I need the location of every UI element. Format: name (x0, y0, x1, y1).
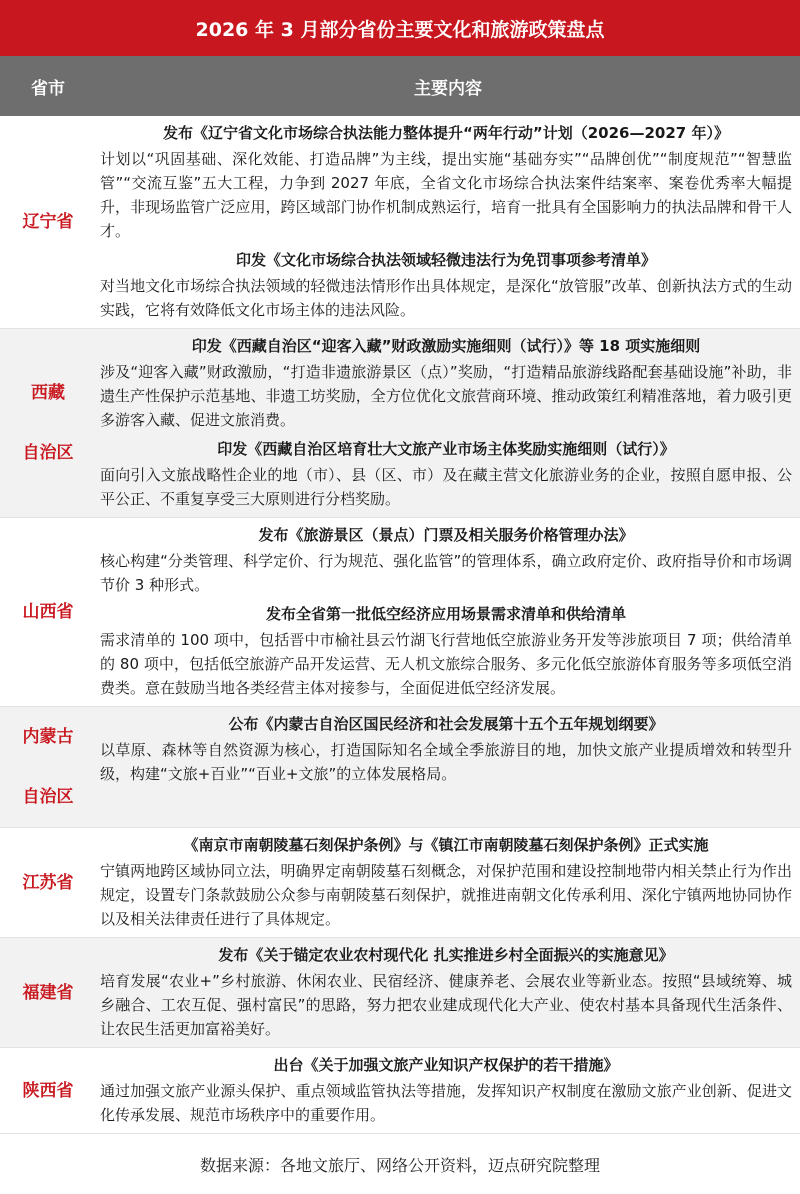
content-cell (96, 116, 800, 328)
content-cell (96, 707, 800, 827)
policy-title: 发布《关于锚定农业农村现代化 扎实推进乡村全面振兴的实施意见》 (218, 946, 674, 964)
policy-title: 《南京市南朝陵墓石刻保护条例》与《镇江市南朝陵墓石刻保护条例》正式实施 (183, 836, 709, 854)
policy-description: 需求清单的 100 项中，包括晋中市榆社县云竹湖飞行营地低空旅游业务开发等涉旅项目 7 项；供给清单的 80 项中，包括低空旅游产品开发运营、无人机文旅综合服务、多元化低空旅游体育服务等多项低空消费类。意在鼓励当地各类经营主体对接参与，全面促进低空经济发展。 (100, 631, 792, 697)
policy-title: 公布《内蒙古自治区国民经济和社会发展第十五个五年规划纲要》 (228, 715, 664, 733)
province-name: 自治区 (22, 787, 74, 807)
content-cell (96, 329, 800, 517)
content-cell (96, 938, 800, 1047)
page-title: 2026 年 3 月部分省份主要文化和旅游政策盘点 (0, 0, 800, 56)
policy-title: 发布《辽宁省文化市场综合执法能力整体提升“两年行动”计划（2026—2027 年）》 (163, 124, 729, 142)
policy-description: 对当地文化市场综合执法领域的轻微违法情形作出具体规定，是深化“放管服”改革、创新执法方式的生动实践，它将有效降低文化市场主体的违法风险。 (100, 277, 792, 319)
policy-table (0, 116, 800, 1134)
policy-description: 以草原、森林等自然资源为核心，打造国际知名全域全季旅游目的地，加快文旅产业提质增效和转型升级，构建“文旅+百业”“百业+文旅”的立体发展格局。 (100, 741, 792, 783)
province-name: 江苏省 (22, 872, 74, 893)
content-cell (96, 1048, 800, 1133)
data-source-note: 数据来源：各地文旅厅、网络公开资料，迈点研究院整理 (199, 1155, 600, 1175)
province-name: 山西省 (22, 602, 74, 622)
policy-title: 印发《西藏自治区培育壮大文旅产业市场主体奖励实施细则（试行）》 (217, 440, 675, 458)
policy-description: 宁镇两地跨区域协同立法，明确界定南朝陵墓石刻概念，对保护范围和建设控制地带内相关禁止行为作出规定，设置专门条款鼓励公众参与南朝陵墓石刻保护，就推进南朝文化传承利用、深化宁镇两地协同协作以及相关法律责任进行了具体规定。 (100, 862, 792, 928)
table-row (0, 116, 800, 329)
table-row (0, 518, 800, 707)
province-name: 自治区 (22, 443, 74, 463)
content-cell (96, 518, 800, 706)
policy-title: 印发《文化市场综合执法领域轻微违法行为免罚事项参考清单》 (235, 251, 656, 269)
table-row (0, 1048, 800, 1134)
table-row (0, 329, 800, 518)
table-header (0, 56, 800, 116)
header-content: 主要内容 (414, 78, 482, 99)
policy-description: 核心构建“分类管理、科学定价、行为规范、强化监管”的管理体系，确立政府定价、政府指导价和市场调节价 3 种形式。 (100, 552, 792, 594)
policy-title: 印发《西藏自治区“迎客入藏”财政激励实施细则（试行）》等 18 项实施细则 (191, 337, 701, 355)
table-row (0, 707, 800, 828)
policy-title: 发布《旅游景区（景点）门票及相关服务价格管理办法》 (258, 526, 634, 544)
province-name: 福建省 (22, 982, 74, 1003)
policy-title: 发布全省第一批低空经济应用场景需求清单和供给清单 (265, 605, 626, 623)
policy-description: 通过加强文旅产业源头保护、重点领域监管执法等措施，发挥知识产权制度在激励文旅产业创新、促进文化传承发展、规范市场秩序中的重要作用。 (100, 1082, 792, 1124)
province-name: 西藏 (31, 383, 65, 403)
province-name: 陕西省 (22, 1080, 74, 1101)
province-cell (0, 707, 96, 827)
province-name: 辽宁省 (22, 212, 74, 232)
policy-description: 培育发展“农业+”乡村旅游、休闲农业、民宿经济、健康养老、会展农业等新业态。按照“县域统筹、城乡融合、工农互促、强村富民”的思路，努力把农业建成现代化大产业、使农村基本具备现代生活条件、让农民生活更加富裕美好。 (100, 972, 792, 1038)
table-row (0, 828, 800, 938)
table-row (0, 938, 800, 1048)
policy-description: 涉及“迎客入藏”财政激励，“打造非遗旅游景区（点）”奖励，“打造精品旅游线路配套基础设施”补助，非遗生产性保护示范基地、非遗工坊奖励，全方位优化文旅营商环境、推动政策红利精准落地，着力吸引更多游客入藏、促进文旅消费。 (100, 363, 792, 429)
header-province: 省市 (31, 78, 65, 99)
content-cell (96, 828, 800, 937)
province-name: 内蒙古 (22, 727, 74, 747)
province-cell (0, 518, 96, 706)
policy-description: 面向引入文旅战略性企业的地（市）、县（区、市）及在藏主营文化旅游业务的企业，按照自愿申报、公平公正、不重复享受三大原则进行分档奖励。 (100, 466, 792, 508)
policy-title: 出台《关于加强文旅产业知识产权保护的若干措施》 (273, 1056, 619, 1074)
province-cell (0, 329, 96, 517)
province-cell (0, 116, 96, 328)
policy-description: 计划以“巩固基础、深化效能、打造品牌”为主线，提出实施“基础夯实”“品牌创优”“制度规范”“智慧监管”“交流互鉴”五大工程，力争到 2027 年底，全省文化市场综合执法案件结案率、案卷优秀率大幅提升，非现场监管广泛应用，跨区域部门协作机制成熟运行，培育一批具有全国影响力的执法品牌和骨干人才。 (100, 150, 792, 240)
province-cell (0, 938, 96, 1047)
province-cell (0, 828, 96, 937)
province-cell (0, 1048, 96, 1133)
